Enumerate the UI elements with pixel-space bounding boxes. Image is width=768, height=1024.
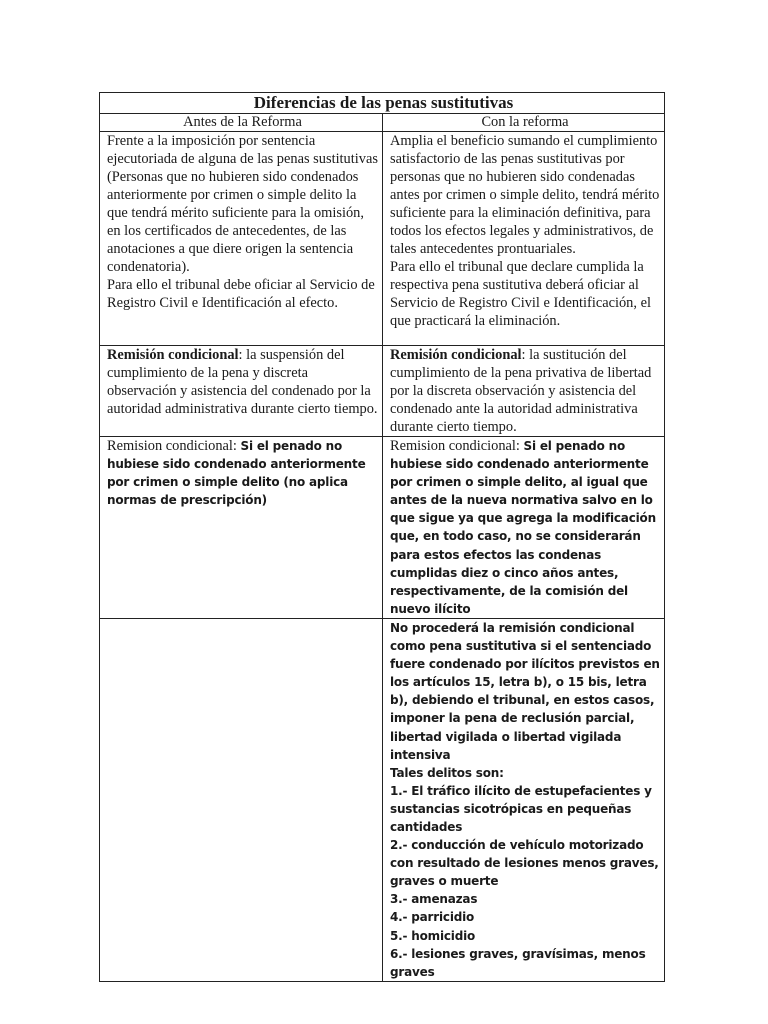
definition-text: : la sustitución del cumplimiento de la pena privativa de libertad por la discreta observación y asistencia del condenado ante la autoridad administrativa durante cierto tiempo.: [390, 347, 652, 435]
list-item: 3.- amenazas: [390, 892, 478, 907]
cell-after-remision-definition: [383, 346, 665, 437]
definition-text: : la suspensión del cumplimiento de la pena y discreta observación y asistencia del condenado por la autoridad administrativa durante cierto tiempo.: [107, 347, 378, 417]
column-header-after: Con la reforma: [383, 114, 665, 132]
table-title: Diferencias de las penas sustitutivas: [100, 93, 665, 114]
delitos-heading: Tales delitos son:: [390, 765, 504, 780]
cell-before-empty: [100, 618, 383, 981]
paragraph: Para ello el tribunal debe oficiar al Servicio de Registro Civil e Identificación al efecto.: [107, 277, 375, 311]
list-item: 5.- homicidio: [390, 928, 476, 943]
bold-term: Remisión condicional: [390, 347, 522, 363]
cell-after-exclusions: [383, 618, 665, 981]
header-row: [100, 114, 665, 132]
cell-before-remision-requisito: [100, 437, 383, 619]
title-row: [100, 93, 665, 114]
cell-after-remision-requisito: [383, 437, 665, 619]
differences-table: [99, 92, 665, 982]
list-item: 1.- El tráfico ilícito de estupefacientes y sustancias sicotrópicas en pequeñas cantidades: [390, 783, 652, 834]
list-item: 4.- parricidio: [390, 910, 475, 925]
column-header-before: Antes de la Reforma: [100, 114, 383, 132]
bold-term: Remisión condicional: [107, 347, 239, 363]
table-row: [100, 618, 665, 981]
cell-before-antecedentes: [100, 132, 383, 346]
list-item: 2.- conducción de vehículo motorizado con resultado de lesiones menos graves, graves o muerte: [390, 838, 659, 889]
requirement-text: Si el penado no hubiese sido condenado anteriormente por crimen o simple delito, al igual que antes de la nueva normativa salvo en lo que sigue ya que agrega la modificación que, en todo caso, no se considerarán para estos efectos las condenas cumplidas diez o cinco años antes, respectivamente, de la comisión del nuevo ilícito: [390, 439, 656, 616]
requirement-text: Si el penado no hubiese sido condenado anteriormente por crimen o simple delito (no aplica normas de prescripción): [107, 439, 366, 508]
table-row: [100, 346, 665, 437]
paragraph: Frente a la imposición por sentencia ejecutoriada de alguna de las penas sustitutivas (Personas que no hubieren sido condenados anteriormente por crimen o simple delito la que tendrá mérito suficiente para la omisión, en los certificados de antecedentes, de las anotaciones a que diere origen la sentencia condenatoria).: [107, 133, 378, 275]
list-item: 6.- lesiones graves, gravísimas, menos graves: [390, 946, 646, 979]
row-prefix: Remision condicional:: [107, 438, 241, 454]
paragraph: Para ello el tribunal que declare cumplida la respectiva pena sustitutiva deberá oficiar al Servicio de Registro Civil e Identificación, el que practicará la eliminación.: [390, 259, 651, 329]
cell-after-antecedentes: [383, 132, 665, 346]
paragraph: Amplia el beneficio sumando el cumplimiento satisfactorio de las penas sustitutivas por personas que no hubieren sido condenadas antes por crimen o simple delito, tendrá mérito suficiente para la eliminación definitiva, para todos los efectos legales y administrativos, de tales antecedentes prontuariales.: [390, 133, 660, 257]
row-prefix: Remision condicional:: [390, 438, 524, 454]
exclusion-intro: No procederá la remisión condicional como pena sustitutiva si el sentenciado fuere condenado por ilícitos previstos en los artículos 15, letra b), o 15 bis, letra b), debiendo el tribunal, en estos casos, imponer la pena de reclusión parcial, libertad vigilada o libertad vigilada intensiva: [390, 620, 660, 762]
table-row: [100, 437, 665, 619]
table-row: [100, 132, 665, 346]
cell-before-remision-definition: [100, 346, 383, 437]
